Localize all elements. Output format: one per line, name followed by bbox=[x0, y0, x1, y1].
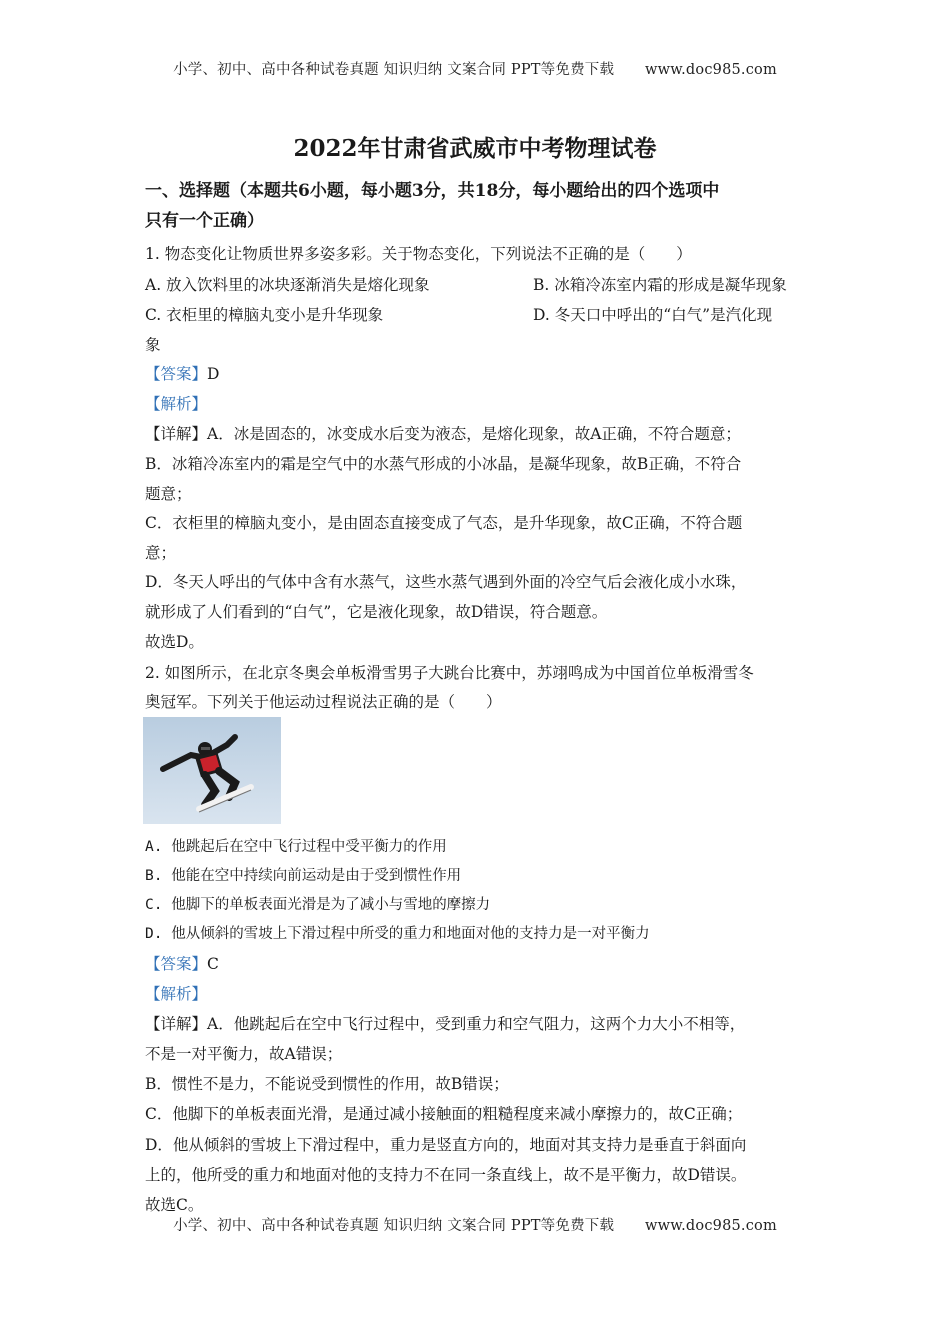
q2-detail-2: 不是一对平衡力，故A错误； bbox=[145, 1045, 343, 1063]
header-url[interactable]: www.doc985.com bbox=[644, 62, 777, 78]
section-heading-line1: 一、选择题（本题共6小题，每小题3分，共18分，每小题给出的四个选项中 bbox=[145, 181, 720, 201]
header-text: 小学、初中、高中各种试卷真题 知识归纳 文案合同 PPT等免费下载 bbox=[173, 62, 615, 78]
q2-detail-text-1: A．他跳起后在空中飞行过程中，受到重力和空气阻力，这两个力大小不相等， bbox=[207, 1015, 746, 1033]
page-footer bbox=[0, 1214, 950, 1235]
q1-detail-2: B．冰箱冷冻室内的霜是空气中的水蒸气形成的小冰晶，是凝华现象，故B正确，不符合 bbox=[145, 455, 742, 473]
q1-answer-value: D bbox=[207, 365, 220, 383]
q2-stem-1: 2. 如图所示，在北京冬奥会单板滑雪男子大跳台比赛中，苏翊鸣成为中国首位单板滑雪冬 bbox=[145, 664, 754, 682]
q1-conclusion: 故选D。 bbox=[145, 633, 204, 651]
q2-analysis-tag: 【解析】 bbox=[145, 985, 208, 1003]
q1-analysis-tag: 【解析】 bbox=[145, 395, 208, 413]
q1-answer bbox=[145, 362, 219, 384]
q1-detail-5: 意； bbox=[145, 544, 177, 562]
answer-tag: 【答案】 bbox=[145, 955, 208, 973]
q1-detail-7: 就形成了人们看到的“白气”，它是液化现象，故D错误，符合题意。 bbox=[145, 603, 608, 621]
q2-detail-6: 上的，他所受的重力和地面对他的支持力不在同一条直线上，故不是平衡力，故D错误。 bbox=[145, 1166, 747, 1184]
footer-url[interactable]: www.doc985.com bbox=[644, 1218, 777, 1234]
page-header bbox=[0, 58, 950, 79]
q2-answer-value: C bbox=[207, 955, 219, 973]
q1-stem: 1. 物态变化让物质世界多姿多彩。关于物态变化，下列说法不正确的是（ ） bbox=[145, 245, 692, 263]
section-heading-line2: 只有一个正确） bbox=[145, 211, 264, 231]
q2-option-b: B. 他能在空中持续向前运动是由于受到惯性作用 bbox=[145, 868, 462, 884]
q1-option-d-cont: 象 bbox=[145, 336, 161, 354]
q1-option-c: C. 衣柜里的樟脑丸变小是升华现象 bbox=[145, 306, 384, 324]
q2-option-c: C. 他脚下的单板表面光滑是为了减小与雪地的摩擦力 bbox=[145, 897, 491, 913]
q2-detail-1 bbox=[145, 1012, 745, 1034]
q1-detail-3: 题意； bbox=[145, 485, 192, 503]
q1-option-b: B. 冰箱冷冻室内霜的形成是凝华现象 bbox=[533, 276, 787, 294]
footer-text: 小学、初中、高中各种试卷真题 知识归纳 文案合同 PPT等免费下载 bbox=[173, 1218, 615, 1234]
q2-stem-2: 奥冠军。下列关于他运动过程说法正确的是（ ） bbox=[145, 693, 502, 711]
q2-answer bbox=[145, 952, 219, 974]
exam-title: 2022年甘肃省武威市中考物理试卷 bbox=[293, 135, 657, 162]
q1-detail-text-1: A．冰是固态的，冰变成水后变为液态，是熔化现象，故A正确，不符合题意； bbox=[207, 425, 741, 443]
q2-detail-5: D．他从倾斜的雪坡上下滑过程中，重力是竖直方向的，地面对其支持力是垂直于斜面向 bbox=[145, 1136, 747, 1154]
q2-detail-4: C．他脚下的单板表面光滑，是通过减小接触面的粗糙程度来减小摩擦力的，故C正确； bbox=[145, 1105, 743, 1123]
q2-option-d: D. 他从倾斜的雪坡上下滑过程中所受的重力和地面对他的支持力是一对平衡力 bbox=[145, 926, 650, 942]
q1-option-d: D. 冬天口中呼出的“白气”是汽化现 bbox=[533, 306, 773, 324]
answer-tag: 【答案】 bbox=[145, 365, 208, 383]
detail-tag: 【详解】 bbox=[145, 425, 208, 443]
q2-option-a: A. 他跳起后在空中飞行过程中受平衡力的作用 bbox=[145, 839, 447, 855]
q1-detail-4: C．衣柜里的樟脑丸变小，是由固态直接变成了气态，是升华现象，故C正确，不符合题 bbox=[145, 514, 743, 532]
q1-detail-6: D．冬天人呼出的气体中含有水蒸气，这些水蒸气遇到外面的冷空气后会液化成小水珠， bbox=[145, 573, 747, 591]
detail-tag: 【详解】 bbox=[145, 1015, 208, 1033]
q2-conclusion: 故选C。 bbox=[145, 1196, 204, 1214]
q1-option-a: A. 放入饮料里的冰块逐渐消失是熔化现象 bbox=[145, 276, 430, 294]
q2-detail-3: B．惯性不是力，不能说受到惯性的作用，故B错误； bbox=[145, 1075, 509, 1093]
q1-detail-1 bbox=[145, 422, 741, 444]
snowboarder-photo bbox=[143, 717, 281, 824]
